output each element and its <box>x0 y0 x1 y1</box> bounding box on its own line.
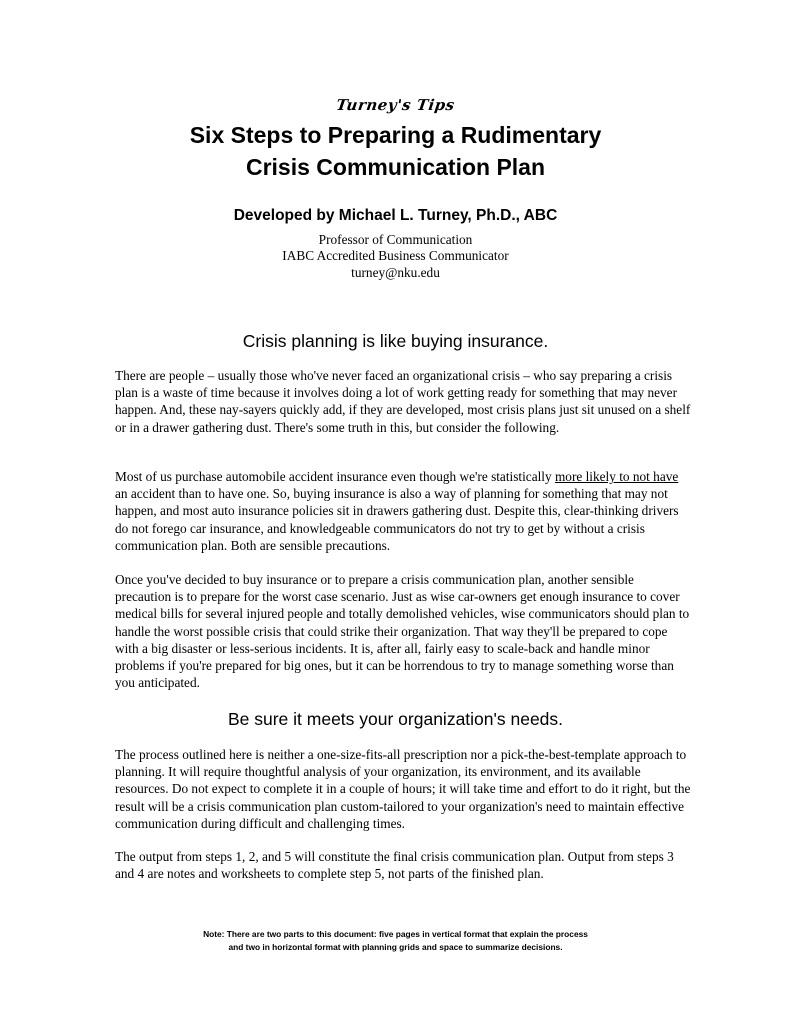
brand-title: Turney's Tips <box>335 96 456 114</box>
author-byline: Developed by Michael L. Turney, Ph.D., ABC <box>233 207 558 224</box>
paragraph-output: The output from steps 1, 2, and 5 will constitute the final crisis communication plan. Output from steps 3 and 4 are notes and worksheets to complete step 5, not parts of the finished plan. <box>115 849 674 882</box>
underlined-phrase: more likely to not have <box>554 469 679 484</box>
footer-note-line-1: Note: There are two parts to this document: five pages in vertical format that explain the process <box>203 929 588 939</box>
footer-note <box>0 928 791 954</box>
document-title-line-2: Crisis Communication Plan <box>245 154 546 180</box>
author-email: turney@nku.edu <box>351 265 440 280</box>
paragraph-naysayers: There are people – usually those who've never faced an organizational crisis – who say preparing a crisis plan is a waste of time because it involves doing a lot of work getting ready for something that may never happen. And, these nay-sayers quickly add, if they are developed, most crisis plans just sit unused on a shelf or in a drawer gathering dust. There's some truth in this, but consider the following. <box>115 368 691 435</box>
paragraph-auto-insurance <box>115 468 691 554</box>
author-accreditation: IABC Accredited Business Communicator <box>282 248 509 263</box>
footer-note-line-2: and two in horizontal format with planning grids and space to summarize decisions. <box>228 942 563 952</box>
paragraph-worst-case: Once you've decided to buy insurance or to prepare a crisis communication plan, another sensible precaution is to prepare for the worst case scenario. Just as wise car-owners get enough insurance to cover medical bills for several injured people and totally demolished vehicles, wise communicators should plan to handle the worst possible crisis that could strike their organization. That way they'll be prepared to cope with a big disaster or less-serious incidents. It is, after all, fairly easy to scale-back and handle minor problems if you're prepared for big ones, but it can be horrendous to try to manage something worse than you anticipated. <box>115 572 690 691</box>
section-heading-needs: Be sure it meets your organization's needs. <box>227 709 564 729</box>
author-role: Professor of Communication <box>318 232 473 247</box>
paragraph-text: Most of us purchase automobile accident insurance even though we're statistically <box>115 469 555 484</box>
document-title-line-1: Six Steps to Preparing a Rudimentary <box>189 122 602 148</box>
section-heading-insurance: Crisis planning is like buying insurance. <box>242 331 549 351</box>
paragraph-text: an accident than to have one. So, buying insurance is also a way of planning for something that may not happen, and most auto insurance policies sit in drawers gathering dust. Despite this, clear-thinking drivers do not forego car insurance, and knowledgeable communicators do not try to get by without a crisis communication plan. Both are sensible precautions. <box>115 486 679 553</box>
paragraph-process: The process outlined here is neither a one-size-fits-all prescription nor a pick-the-best-template approach to planning. It will require thoughtful analysis of your organization, its environment, and its available resources. Do not expect to complete it in a couple of hours; it will take time and effort to do it right, but the result will be a crisis communication plan custom-tailored to your organization's need to maintain effective communication during difficult and challenging times. <box>115 747 691 831</box>
